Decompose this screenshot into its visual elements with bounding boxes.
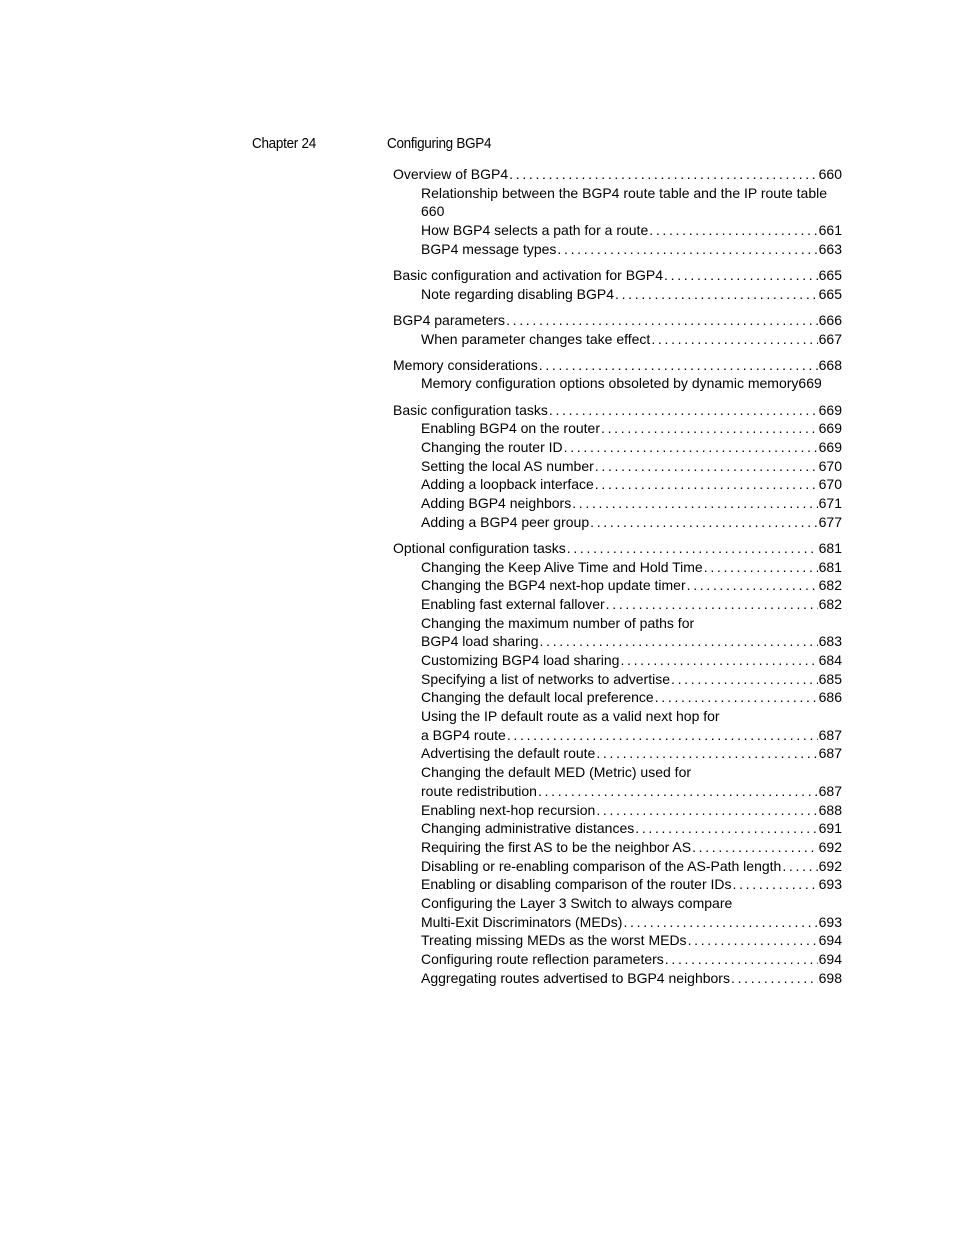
toc-page-number: 687 bbox=[818, 726, 842, 743]
toc-section bbox=[393, 401, 853, 532]
toc-entry-title: Enabling fast external fallover bbox=[421, 595, 605, 612]
toc-entry-title: How BGP4 selects a path for a route bbox=[421, 222, 649, 239]
toc-entry-title: route redistribution bbox=[421, 782, 537, 799]
toc-subentry[interactable] bbox=[393, 726, 842, 745]
toc-entry-title: a BGP4 route bbox=[421, 726, 506, 743]
toc-page-number: 671 bbox=[818, 495, 842, 511]
toc-page-number: 663 bbox=[818, 240, 842, 257]
dot-leader bbox=[620, 651, 817, 670]
dot-leader bbox=[596, 744, 817, 763]
toc-page-number: 665 bbox=[818, 285, 842, 302]
table-of-contents bbox=[393, 165, 853, 995]
toc-section-entry[interactable] bbox=[393, 266, 842, 285]
toc-subentry[interactable] bbox=[393, 419, 842, 438]
toc-page-number: 669 bbox=[798, 375, 822, 392]
toc-page-number: 687 bbox=[818, 782, 842, 799]
toc-page-number: 685 bbox=[818, 670, 842, 687]
toc-subentry[interactable] bbox=[393, 558, 842, 577]
toc-subentry[interactable] bbox=[393, 819, 842, 838]
dot-leader bbox=[671, 670, 818, 689]
toc-entry-title: Adding BGP4 neighbors bbox=[421, 495, 572, 511]
toc-entry-line[interactable]: 660 bbox=[421, 203, 445, 220]
toc-subentry[interactable] bbox=[393, 782, 842, 801]
toc-entry-title: Changing administrative distances bbox=[421, 820, 635, 837]
toc-subentry[interactable] bbox=[393, 240, 842, 259]
toc-page-number: 682 bbox=[818, 577, 842, 594]
toc-subentry[interactable] bbox=[393, 595, 842, 614]
dot-leader bbox=[635, 819, 817, 838]
toc-entry-title: Memory considerations bbox=[393, 356, 538, 373]
toc-entry-title: Enabling BGP4 on the router bbox=[421, 420, 601, 437]
toc-subentry[interactable] bbox=[393, 475, 842, 494]
toc-subentry[interactable] bbox=[393, 457, 842, 476]
dot-leader bbox=[564, 438, 818, 457]
toc-page-number: 660 bbox=[818, 166, 842, 182]
dot-leader bbox=[540, 632, 818, 651]
toc-entry-title: Enabling or disabling comparison of the router IDs bbox=[421, 876, 732, 893]
toc-subentry[interactable] bbox=[393, 670, 842, 689]
dot-leader bbox=[601, 419, 818, 438]
toc-entry-title: Setting the local AS number bbox=[421, 457, 594, 474]
toc-page-number: 683 bbox=[818, 633, 842, 650]
toc-subentry[interactable] bbox=[393, 221, 842, 240]
toc-subentry[interactable] bbox=[393, 950, 842, 969]
toc-page-number: 698 bbox=[818, 969, 842, 986]
toc-entry-title: Overview of BGP4 bbox=[393, 166, 509, 182]
dot-leader bbox=[782, 857, 817, 876]
toc-subentry[interactable] bbox=[393, 285, 842, 304]
toc-subentry[interactable] bbox=[393, 330, 842, 349]
toc-page-number: 687 bbox=[818, 745, 842, 762]
toc-subentry[interactable] bbox=[393, 875, 842, 894]
chapter-title: Configuring BGP4 bbox=[387, 136, 492, 152]
toc-entry-line[interactable]: Changing the maximum number of paths for bbox=[421, 614, 695, 631]
toc-entry-title: Configuring route reflection parameters bbox=[421, 951, 664, 967]
toc-page-number: 668 bbox=[818, 356, 842, 373]
toc-section-entry[interactable] bbox=[393, 401, 842, 420]
toc-entry-title: Adding a BGP4 peer group bbox=[421, 513, 590, 530]
toc-entry-line[interactable]: Relationship between the BGP4 route table and the IP route table bbox=[421, 184, 828, 201]
toc-entry-title: Aggregating routes advertised to BGP4 neighbors bbox=[421, 969, 730, 986]
dot-leader bbox=[688, 931, 818, 950]
dot-leader bbox=[704, 558, 818, 577]
dot-leader bbox=[733, 875, 818, 894]
dot-leader bbox=[692, 838, 818, 857]
toc-subentry[interactable] bbox=[393, 374, 842, 393]
toc-section-entry[interactable] bbox=[393, 311, 842, 330]
toc-entry-title: When parameter changes take effect bbox=[421, 330, 651, 347]
dot-leader bbox=[649, 221, 817, 240]
toc-entry-line[interactable]: Using the IP default route as a valid next hop for bbox=[421, 708, 720, 725]
toc-section bbox=[393, 165, 853, 258]
toc-section bbox=[393, 539, 853, 988]
toc-page-number: 693 bbox=[818, 876, 842, 893]
toc-page-number: 670 bbox=[818, 476, 842, 493]
toc-entry-title: BGP4 load sharing bbox=[421, 633, 539, 650]
toc-entry-title: Basic configuration tasks bbox=[393, 401, 548, 418]
toc-entry-title: Basic configuration and activation for BGP4 bbox=[393, 266, 664, 283]
dot-leader bbox=[509, 165, 817, 184]
dot-leader bbox=[572, 494, 817, 513]
toc-subentry[interactable] bbox=[393, 632, 842, 651]
toc-page-number: 669 bbox=[818, 420, 842, 437]
toc-page-number: 670 bbox=[818, 457, 842, 474]
dot-leader bbox=[623, 913, 817, 932]
toc-entry-title: Note regarding disabling BGP4 bbox=[421, 285, 615, 302]
toc-page-number: 694 bbox=[818, 932, 842, 949]
toc-subentry[interactable] bbox=[393, 744, 842, 763]
toc-entry-title: Requiring the first AS to be the neighbor AS bbox=[421, 838, 692, 855]
toc-entry-title: Optional configuration tasks bbox=[393, 539, 566, 556]
toc-entry-line[interactable]: Configuring the Layer 3 Switch to always compare bbox=[421, 894, 733, 911]
toc-section-entry[interactable] bbox=[393, 165, 842, 184]
dot-leader bbox=[549, 401, 818, 420]
dot-leader bbox=[687, 576, 818, 595]
toc-page-number: 694 bbox=[818, 951, 842, 967]
toc-entry-title: Changing the BGP4 next-hop update timer bbox=[421, 577, 686, 594]
toc-section-entry[interactable] bbox=[393, 539, 842, 558]
dot-leader bbox=[665, 950, 818, 969]
toc-page-number: 661 bbox=[818, 222, 842, 239]
toc-subentry[interactable] bbox=[393, 913, 842, 932]
toc-entry-title: Adding a loopback interface bbox=[421, 476, 594, 493]
dot-leader bbox=[567, 539, 818, 558]
toc-subentry[interactable] bbox=[393, 931, 842, 950]
toc-subentry[interactable] bbox=[393, 801, 842, 820]
toc-entry-title: Customizing BGP4 load sharing bbox=[421, 652, 620, 668]
toc-subentry[interactable] bbox=[393, 969, 842, 988]
toc-page-number: 681 bbox=[818, 558, 842, 575]
toc-entry-title: Enabling next-hop recursion bbox=[421, 801, 596, 818]
toc-page-number: 686 bbox=[818, 689, 842, 706]
toc-page-number: 665 bbox=[818, 266, 842, 283]
toc-subentry[interactable] bbox=[393, 857, 842, 876]
dot-leader bbox=[595, 475, 818, 494]
toc-page-number: 692 bbox=[818, 838, 842, 855]
dot-leader bbox=[590, 513, 818, 532]
dot-leader bbox=[615, 285, 818, 304]
toc-subentry[interactable] bbox=[393, 494, 842, 513]
dot-leader bbox=[606, 595, 818, 614]
toc-section bbox=[393, 266, 853, 303]
toc-subentry[interactable] bbox=[393, 438, 842, 457]
dot-leader bbox=[538, 782, 818, 801]
toc-entry-title: Treating missing MEDs as the worst MEDs bbox=[421, 932, 687, 949]
dot-leader bbox=[651, 330, 817, 349]
toc-entry-title: Specifying a list of networks to advertise bbox=[421, 670, 671, 687]
toc-subentry[interactable] bbox=[393, 513, 842, 532]
toc-entry-title: Memory configuration options obsoleted by dynamic memory bbox=[421, 375, 799, 392]
toc-page-number: 669 bbox=[818, 438, 842, 455]
toc-page-number: 681 bbox=[818, 539, 842, 556]
toc-page-number: 692 bbox=[818, 857, 842, 874]
dot-leader bbox=[557, 240, 817, 259]
toc-subentry[interactable] bbox=[393, 688, 842, 707]
toc-entry-title: Disabling or re-enabling comparison of the AS-Path length bbox=[421, 857, 782, 874]
toc-entry-title: Multi-Exit Discriminators (MEDs) bbox=[421, 913, 623, 930]
toc-page-number: 667 bbox=[818, 330, 842, 347]
toc-section bbox=[393, 311, 853, 348]
chapter-number: Chapter 24 bbox=[252, 136, 316, 152]
dot-leader bbox=[664, 266, 818, 285]
toc-entry-title: Changing the default local preference bbox=[421, 689, 654, 706]
toc-section bbox=[393, 356, 853, 393]
dot-leader bbox=[507, 726, 818, 745]
dot-leader bbox=[731, 969, 818, 988]
toc-entry-title: Changing the router ID bbox=[421, 438, 563, 455]
dot-leader bbox=[596, 801, 817, 820]
toc-page-number: 677 bbox=[818, 513, 842, 530]
toc-subentry[interactable] bbox=[393, 651, 842, 670]
toc-entry-title: BGP4 message types bbox=[421, 240, 557, 257]
toc-entry-line[interactable]: Changing the default MED (Metric) used for bbox=[421, 764, 692, 781]
toc-page-number: 666 bbox=[818, 311, 842, 328]
dot-leader bbox=[539, 356, 818, 375]
toc-subentry[interactable] bbox=[393, 576, 842, 595]
dot-leader bbox=[595, 457, 818, 476]
toc-section-entry[interactable] bbox=[393, 356, 842, 375]
toc-entry-title: Advertising the default route bbox=[421, 745, 596, 762]
dot-leader bbox=[655, 688, 818, 707]
toc-page-number: 682 bbox=[818, 595, 842, 612]
toc-page-number: 669 bbox=[818, 401, 842, 418]
toc-subentry[interactable] bbox=[393, 838, 842, 857]
toc-page-number: 684 bbox=[818, 652, 842, 668]
toc-page-number: 691 bbox=[818, 820, 842, 837]
toc-page-number: 693 bbox=[818, 913, 842, 930]
toc-entry-title: BGP4 parameters bbox=[393, 311, 506, 328]
toc-page-number: 688 bbox=[818, 801, 842, 818]
dot-leader bbox=[506, 311, 818, 330]
toc-entry-title: Changing the Keep Alive Time and Hold Time bbox=[421, 558, 703, 575]
